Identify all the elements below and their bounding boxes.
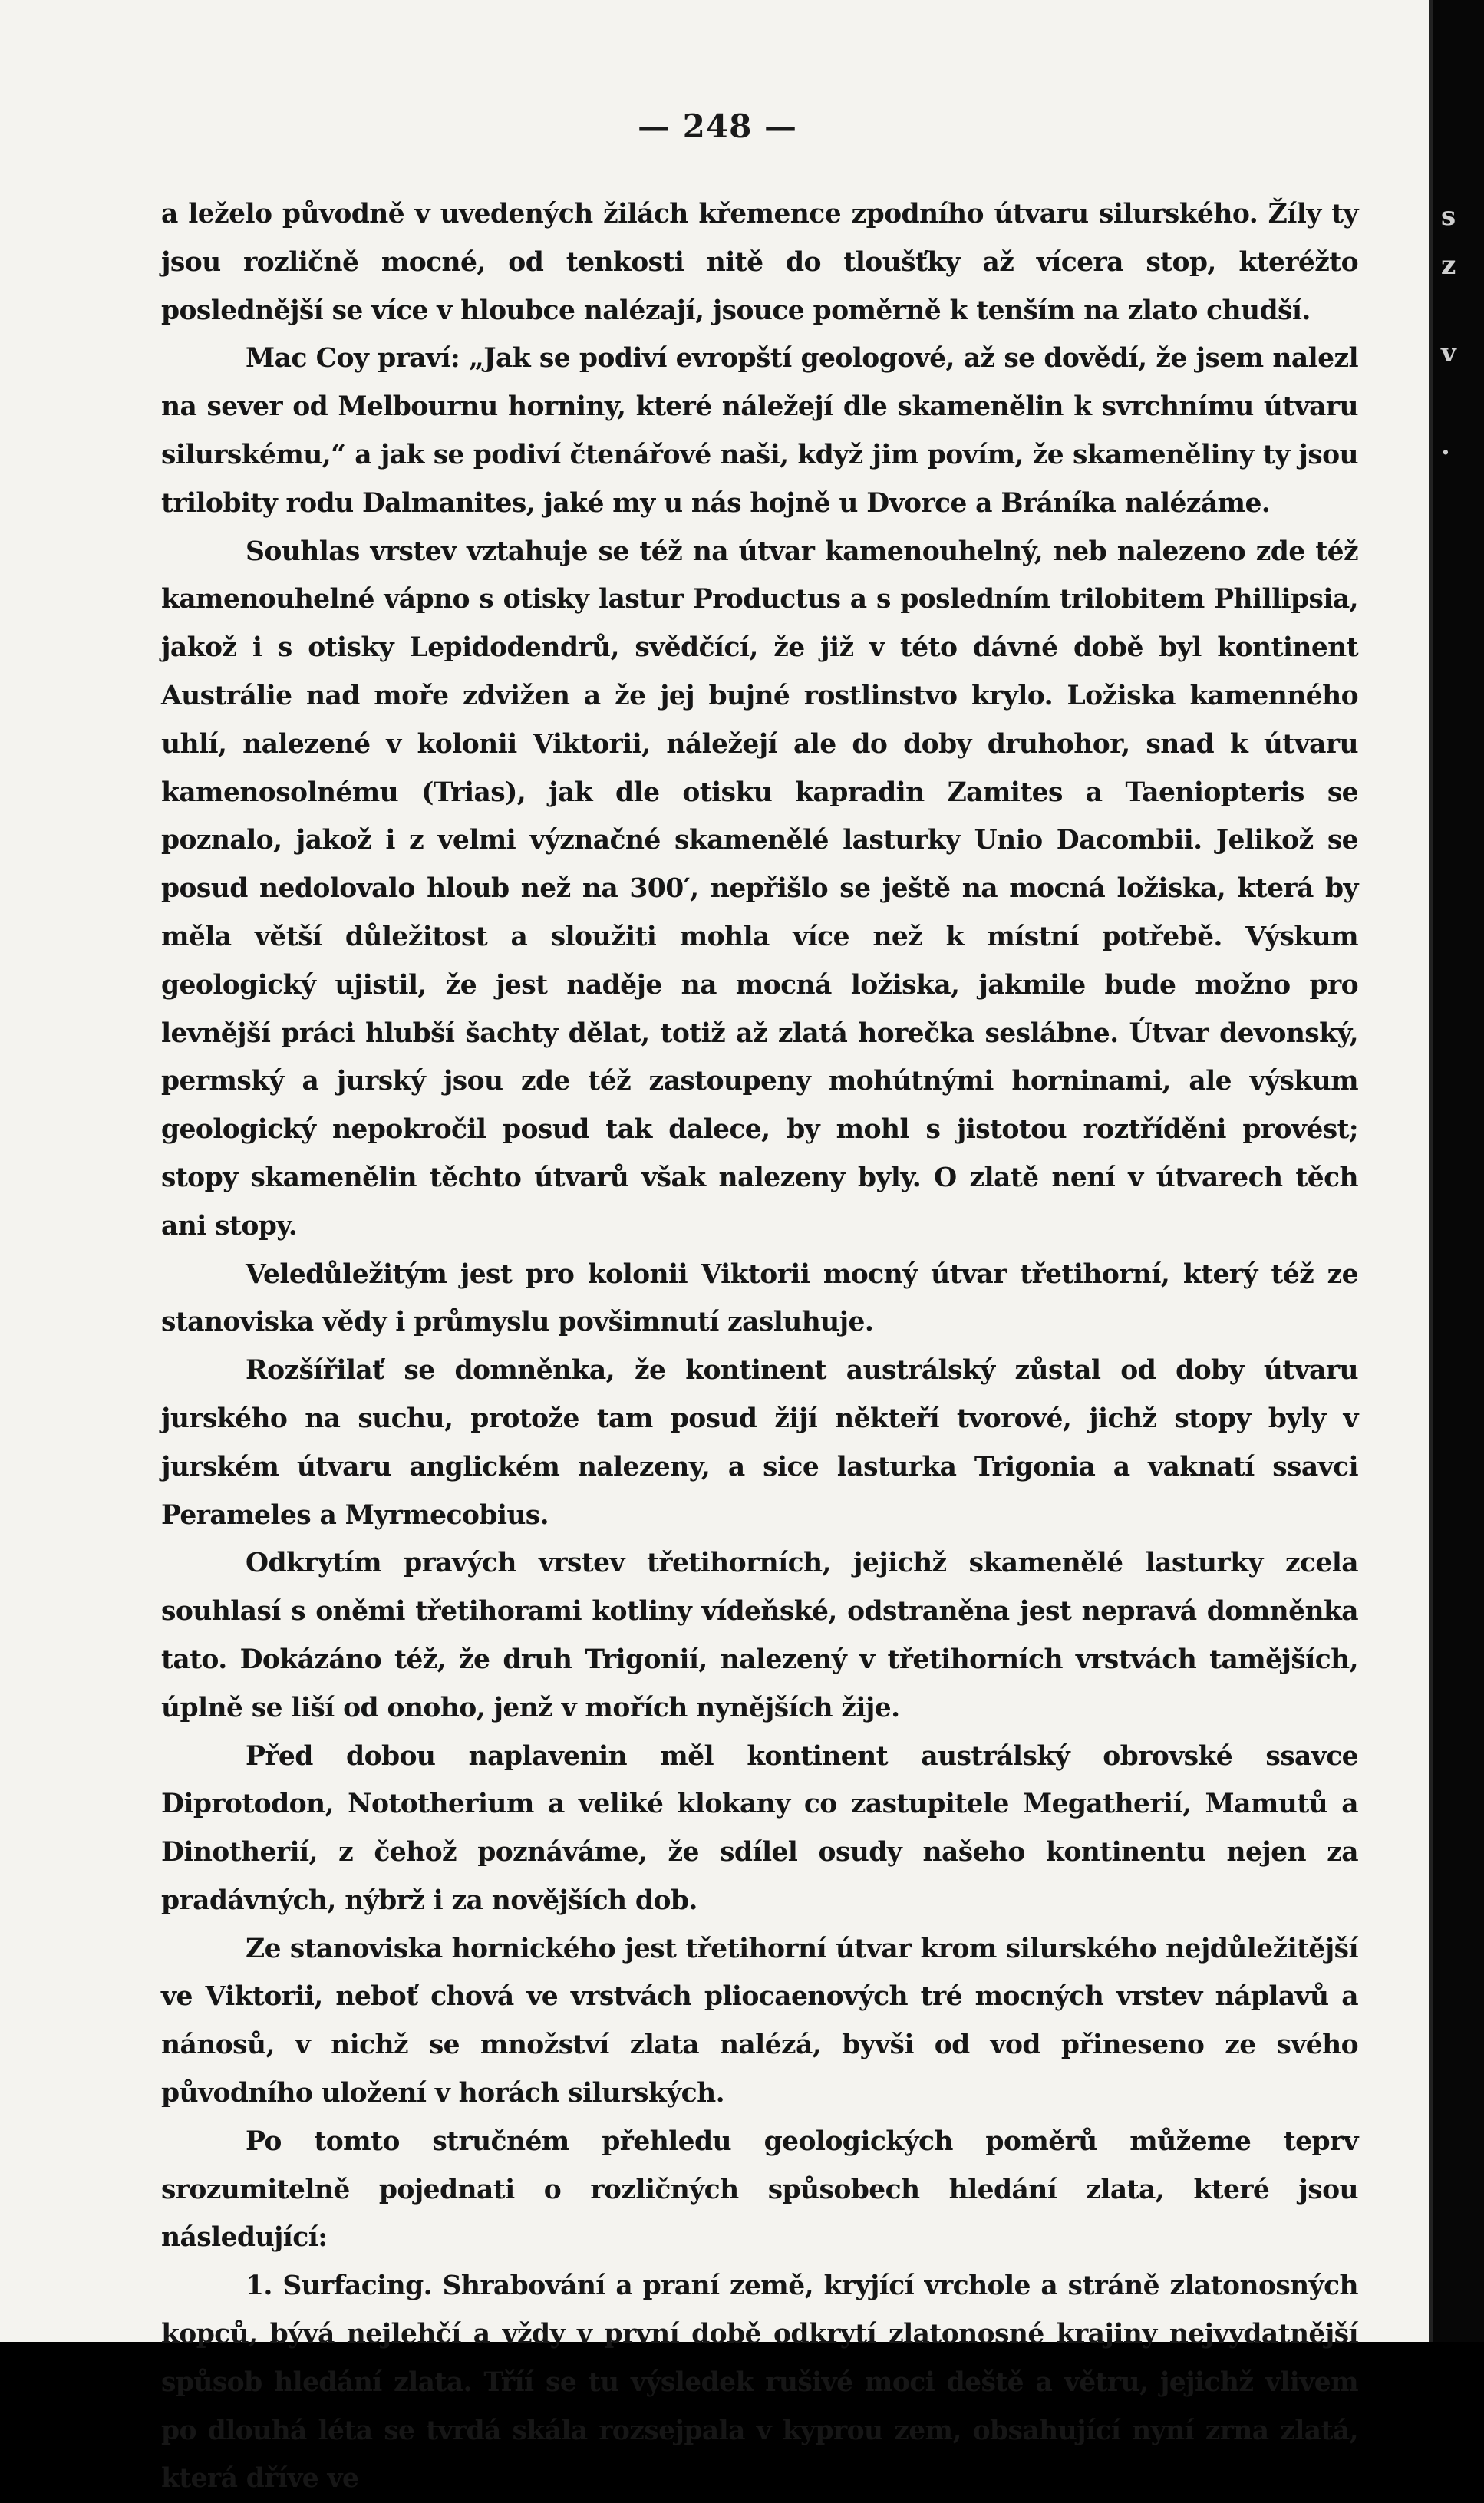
paragraph: Odkrytím pravých vrstev třetihorních, jejichž skamenělé lasturky zcela souhlasí s oněmi třetihorami kotliny vídeňské, odstraněna jest nepravá domněnka tato. Dokázáno též, že druh Trigonií, nalezený v třetihorních vrstvách tamějších, úplně se liší od onoho, jenž v mořích nynějších žije.	[161, 1548, 1358, 1723]
page-number: — 248 —	[638, 107, 797, 145]
adjacent-page-edge	[1429, 0, 1484, 2342]
paragraph: Před dobou naplavenin měl kontinent austrálský obrovské ssavce Diprotodon, Nototherium a veliké klokany co zastupitele Megatherií, Mamutů a Dinotherií, z čehož poznáváme, že sdílel osudy našeho kontinentu nejen za pradávných, nýbrž i za novějších dob.	[161, 1740, 1358, 1916]
paragraph: Rozšířilať se domněnka, že kontinent austrálský zůstal od doby útvaru jurského na suchu, protože tam posud žijí někteří tvorové, jichž stopy byly v jurském útvaru anglickém nalezeny, a sice lasturka Trigonia a vaknatí ssavci Perameles a Myrmecobius.	[161, 1355, 1358, 1531]
paragraph: 1. Surfacing. Shrabování a praní země, kryjící vrchole a stráně zlatonosných kopců, bývá nejlehčí a vždy v první době odkrytí zlatonosné krajiny nejvydatnější spůsob hledání zlata. Tříí se tu výsledek rušivé moci deště a větru, jejichž vlivem po dlouhá léta se tvrdá skála rozsejpala v kyprou zem, obsahující nyní zrna zlatá, která dříve ve	[161, 2271, 1358, 2495]
page-body	[161, 190, 1358, 2503]
adjacent-page-fragment: s	[1441, 201, 1456, 232]
paragraph: Po tomto stručném přehledu geologických poměrů můžeme teprv srozumitelně pojednati o rozličných spůsobech hledání zlata, které jsou následující:	[161, 2125, 1358, 2254]
paragraph: a leželo původně v uvedených žilách křemence zpodního útvaru silurského. Žíly ty jsou rozličně mocné, od tenkosti nitě do tloušťky až vícera stop, kteréžto poslednější se více v hloubce nalézají, jsouce poměrně k tenším na zlato chudší.	[161, 199, 1358, 326]
adjacent-page-fragment: ·	[1441, 437, 1450, 468]
page-gutter-shadow	[1429, 0, 1433, 2342]
paragraph: Ze stanoviska hornického jest třetihorní útvar krom silurského nejdůležitější ve Viktorii, neboť chová ve vrstvách pliocaenových tré mocných vrstev náplavů a nánosů, v nichž se množství zlata nalézá, byvši od vod přineseno ze svého původního uložení v horách silurských.	[161, 1933, 1358, 2109]
adjacent-page-fragment: v	[1441, 338, 1456, 368]
paragraph: Souhlas vrstev vztahuje se též na útvar kamenouhelný, neb nalezeno zde též kamenouhelné vápno s otisky lastur Productus a s posledním trilobitem Phillipsia, jakož i s otisky Lepidodendrů, svědčící, že již v této dávné době byl kontinent Austrálie nad moře zdvižen a že jej bujné rostlinstvo krylo. Ložiska kamenného uhlí, nalezené v kolonii Viktorii, náležejí ale do doby druhohor, snad k útvaru kamenosolnému (Trias), jak dle otisku kapradin Zamites a Taeniopteris se poznalo, jakož i z velmi význačné skamenělé lasturky Unio Dacombii. Jelikož se posud nedolovalo hloub než na 300′, nepřišlo se ještě na mocná ložiska, která by měla větší důležitost a sloužiti mohla více než k místní potřebě. Výskum geologický ujistil, že jest naděje na mocná ložiska, jakmile bude možno pro levnější práci hlubší šachty dělat, totiž až zlatá horečka seslábne. Útvar devonský, permský a jurský jsou zde též zastoupeny mohútnými horninami, ale výskum geologický nepokročil posud tak dalece, by mohl s jistotou roztříděni provést; stopy skamenělin těchto útvarů však nalezeny byly. O zlatě není v útvarech těch ani stopy.	[161, 536, 1358, 1242]
adjacent-page-fragment: z	[1441, 250, 1456, 281]
paragraph: Mac Coy praví: „Jak se podiví evropští geologové, až se dovědí, že jsem nalezl na sever od Melbournu horniny, které náležejí dle skamenělin k svrchnímu útvaru silurskému,“ a jak se podiví čtenářové naši, když jim povím, že skameněliny ty jsou trilobity rodu Dalmanites, jaké my u nás hojně u Dvorce a Bráníka nalézáme.	[161, 343, 1358, 519]
paragraph: Veledůležitým jest pro kolonii Viktorii mocný útvar třetihorní, který též ze stanoviska vědy i průmyslu povšimnutí zasluhuje.	[161, 1258, 1358, 1338]
